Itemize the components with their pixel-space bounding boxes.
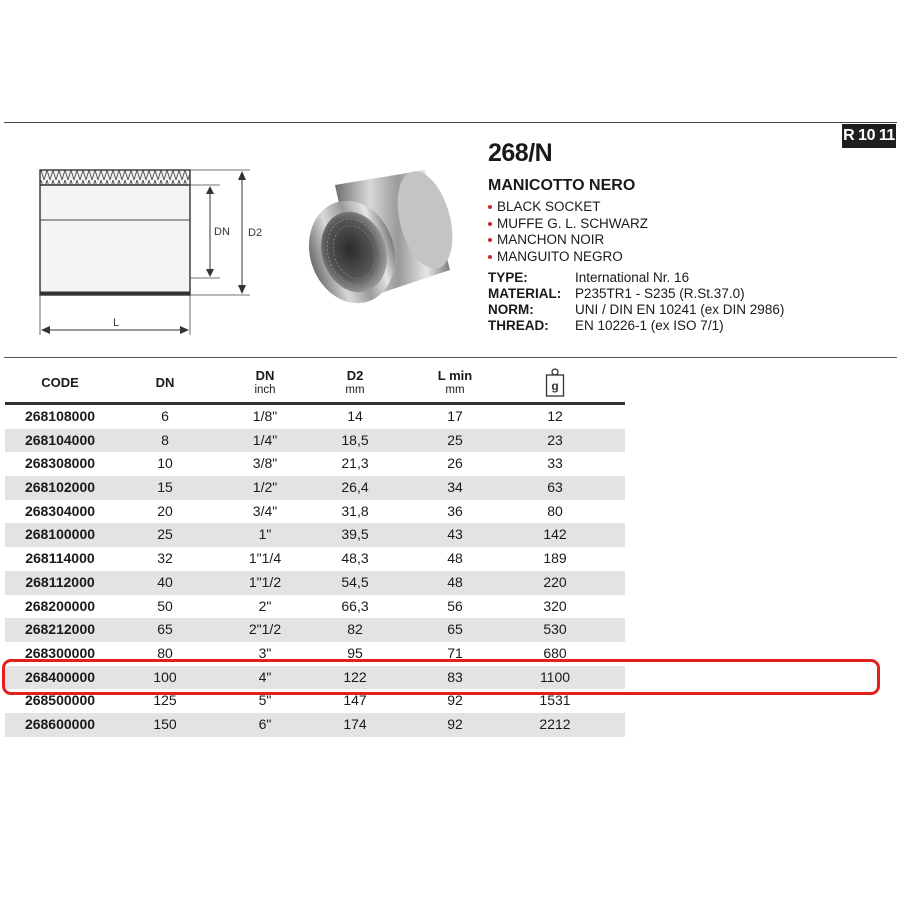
spec-label: NORM:: [488, 302, 534, 317]
spec-label: TYPE:: [488, 270, 528, 285]
spec-label: THREAD:: [488, 318, 549, 333]
top-divider: [4, 122, 897, 123]
cell-dn-inch: 1"1/2: [248, 573, 282, 590]
cell-d2: 21,3: [341, 455, 369, 472]
cell-weight: 220: [543, 573, 567, 590]
cell-code: 268300000: [24, 644, 96, 661]
table-row: [5, 500, 625, 524]
table-row: [5, 476, 625, 500]
cell-dn: 6: [161, 408, 169, 424]
cell-l-min: 17: [447, 408, 463, 424]
spec-value: P235TR1 - S235 (R.St.37.0): [575, 286, 745, 301]
product-info: [488, 138, 828, 334]
table-row: [5, 618, 625, 642]
cell-code: 268114000: [25, 550, 95, 567]
cell-code: 268102000: [24, 479, 96, 496]
header-dn: DN: [155, 375, 175, 390]
header-code: CODE: [41, 375, 79, 390]
table-row: [5, 452, 625, 476]
spec-list: [488, 270, 828, 334]
spec-value: EN 10226-1 (ex ISO 7/1): [575, 318, 724, 333]
cell-l-min: 48: [447, 573, 463, 590]
cell-l-min: 25: [447, 431, 463, 448]
cell-dn: 32: [157, 550, 173, 567]
weight-unit-label: g: [551, 379, 559, 393]
cell-l-min: 56: [447, 597, 463, 614]
cell-code: 268200000: [24, 597, 96, 614]
cell-dn: 20: [157, 502, 173, 519]
table-row: [5, 405, 625, 429]
cell-dn: 100: [153, 668, 177, 685]
cell-weight: 33: [547, 455, 563, 472]
cell-weight: 1531: [539, 692, 571, 709]
table-row: [5, 571, 625, 595]
cell-d2: 95: [347, 644, 363, 661]
cell-code: 268108000: [24, 408, 96, 424]
cell-dn: 65: [157, 621, 173, 638]
cell-weight: 530: [543, 621, 567, 638]
cell-l-min: 65: [447, 621, 463, 638]
cell-d2: 48,3: [341, 550, 369, 567]
header-dn-inch: DN inch: [254, 368, 276, 396]
cell-dn-inch: 5": [258, 692, 272, 709]
header-l-min: L min mm: [437, 368, 473, 396]
cell-l-min: 48: [447, 550, 463, 567]
cell-code: 268112000: [25, 573, 95, 590]
section-divider: [4, 357, 897, 358]
cell-dn: 80: [157, 644, 173, 661]
product-name: MANICOTTO NERO: [488, 177, 636, 194]
cell-dn: 40: [157, 573, 173, 590]
cell-dn-inch: 1"1/4: [248, 550, 282, 567]
cell-weight: 680: [543, 644, 567, 661]
cell-code: 268212000: [24, 621, 96, 638]
spec-row-material: [488, 286, 828, 302]
cell-l-min: 71: [447, 644, 463, 661]
cell-weight: 142: [543, 526, 567, 543]
cell-l-min: 92: [447, 715, 463, 732]
highlight-box: [2, 659, 880, 695]
cell-d2: 14: [347, 408, 363, 424]
cell-code: 268308000: [24, 455, 96, 472]
cell-weight: 80: [547, 502, 563, 519]
cell-dn: 8: [161, 431, 169, 448]
cell-d2: 18,5: [341, 431, 369, 448]
cell-d2: 66,3: [341, 597, 369, 614]
cell-dn-inch: 1/2": [252, 479, 278, 496]
socket-photo: [300, 160, 465, 320]
cell-code: 268304000: [24, 502, 96, 519]
cell-d2: 39,5: [341, 526, 369, 543]
cell-code: 268400000: [24, 668, 96, 685]
d2-dimension-label: D2: [248, 227, 263, 239]
cell-weight: 320: [543, 597, 567, 614]
spec-label: MATERIAL:: [488, 286, 562, 301]
cell-weight: 12: [547, 408, 563, 424]
translation-list: [488, 199, 828, 265]
translation-item: MANGUITO NEGRO: [488, 249, 828, 266]
translation-item: BLACK SOCKET: [488, 199, 828, 216]
table-row: [5, 429, 625, 453]
cell-code: 268104000: [24, 431, 96, 448]
table-row: [5, 547, 625, 571]
cell-dn: 150: [153, 715, 177, 732]
cell-dn-inch: 1/4": [252, 431, 278, 448]
translation-item: MUFFE G. L. SCHWARZ: [488, 216, 828, 233]
spec-row-type: [488, 270, 828, 286]
cell-d2: 26,4: [341, 479, 369, 496]
product-code: 268/N: [488, 139, 553, 167]
cell-weight: 63: [547, 479, 563, 496]
cell-weight: 23: [547, 431, 563, 448]
cell-l-min: 26: [447, 455, 463, 472]
spec-row-norm: [488, 302, 828, 318]
cell-l-min: 83: [447, 668, 463, 685]
cell-d2: 174: [343, 715, 367, 732]
cell-dn: 125: [153, 692, 177, 709]
translation-item: MANCHON NOIR: [488, 232, 828, 249]
cell-dn-inch: 2": [258, 597, 272, 614]
cell-l-min: 92: [447, 692, 463, 709]
cell-dn-inch: 3": [258, 644, 272, 661]
header-weight: [505, 368, 605, 401]
cell-d2: 54,5: [341, 573, 369, 590]
dn-dimension-label: DN: [214, 226, 230, 238]
cell-dn-inch: 3/8": [252, 455, 278, 472]
cell-weight: 189: [543, 550, 567, 567]
cell-dn-inch: 2"1/2: [248, 621, 282, 638]
cell-l-min: 43: [447, 526, 463, 543]
header-d2: D2 mm: [345, 368, 365, 396]
spec-value: International Nr. 16: [575, 270, 690, 285]
cell-l-min: 36: [447, 502, 463, 519]
cell-d2: 147: [343, 692, 367, 709]
cell-dn: 50: [157, 597, 173, 614]
spec-row-thread: [488, 318, 828, 334]
cell-d2: 31,8: [341, 502, 369, 519]
weight-icon: [544, 368, 566, 398]
cell-dn-inch: 6": [258, 715, 272, 732]
cell-dn-inch: 1": [258, 526, 272, 543]
l-dimension-label: L: [113, 317, 120, 329]
cell-l-min: 34: [447, 479, 463, 496]
cell-d2: 82: [347, 621, 363, 638]
cell-weight: 2212: [539, 715, 571, 732]
cell-code: 268100000: [24, 526, 96, 543]
cell-code: 268500000: [24, 692, 96, 709]
cell-dn: 25: [157, 526, 173, 543]
table-header: [5, 367, 625, 405]
technical-drawing: [20, 150, 290, 345]
cell-weight: 1100: [539, 668, 571, 685]
cell-code: 268600000: [24, 715, 96, 732]
table-row: [5, 523, 625, 547]
cell-dn-inch: 3/4": [252, 502, 278, 519]
cell-dn: 10: [157, 455, 173, 472]
spec-value: UNI / DIN EN 10241 (ex DIN 2986): [575, 302, 785, 317]
page-badge: R 10 11: [842, 124, 896, 148]
cell-dn-inch: 4": [258, 668, 272, 685]
cell-dn: 15: [157, 479, 173, 496]
table-row: [5, 713, 625, 737]
cell-dn-inch: 1/8": [252, 408, 278, 424]
cell-d2: 122: [343, 668, 367, 685]
table-row: [5, 595, 625, 619]
